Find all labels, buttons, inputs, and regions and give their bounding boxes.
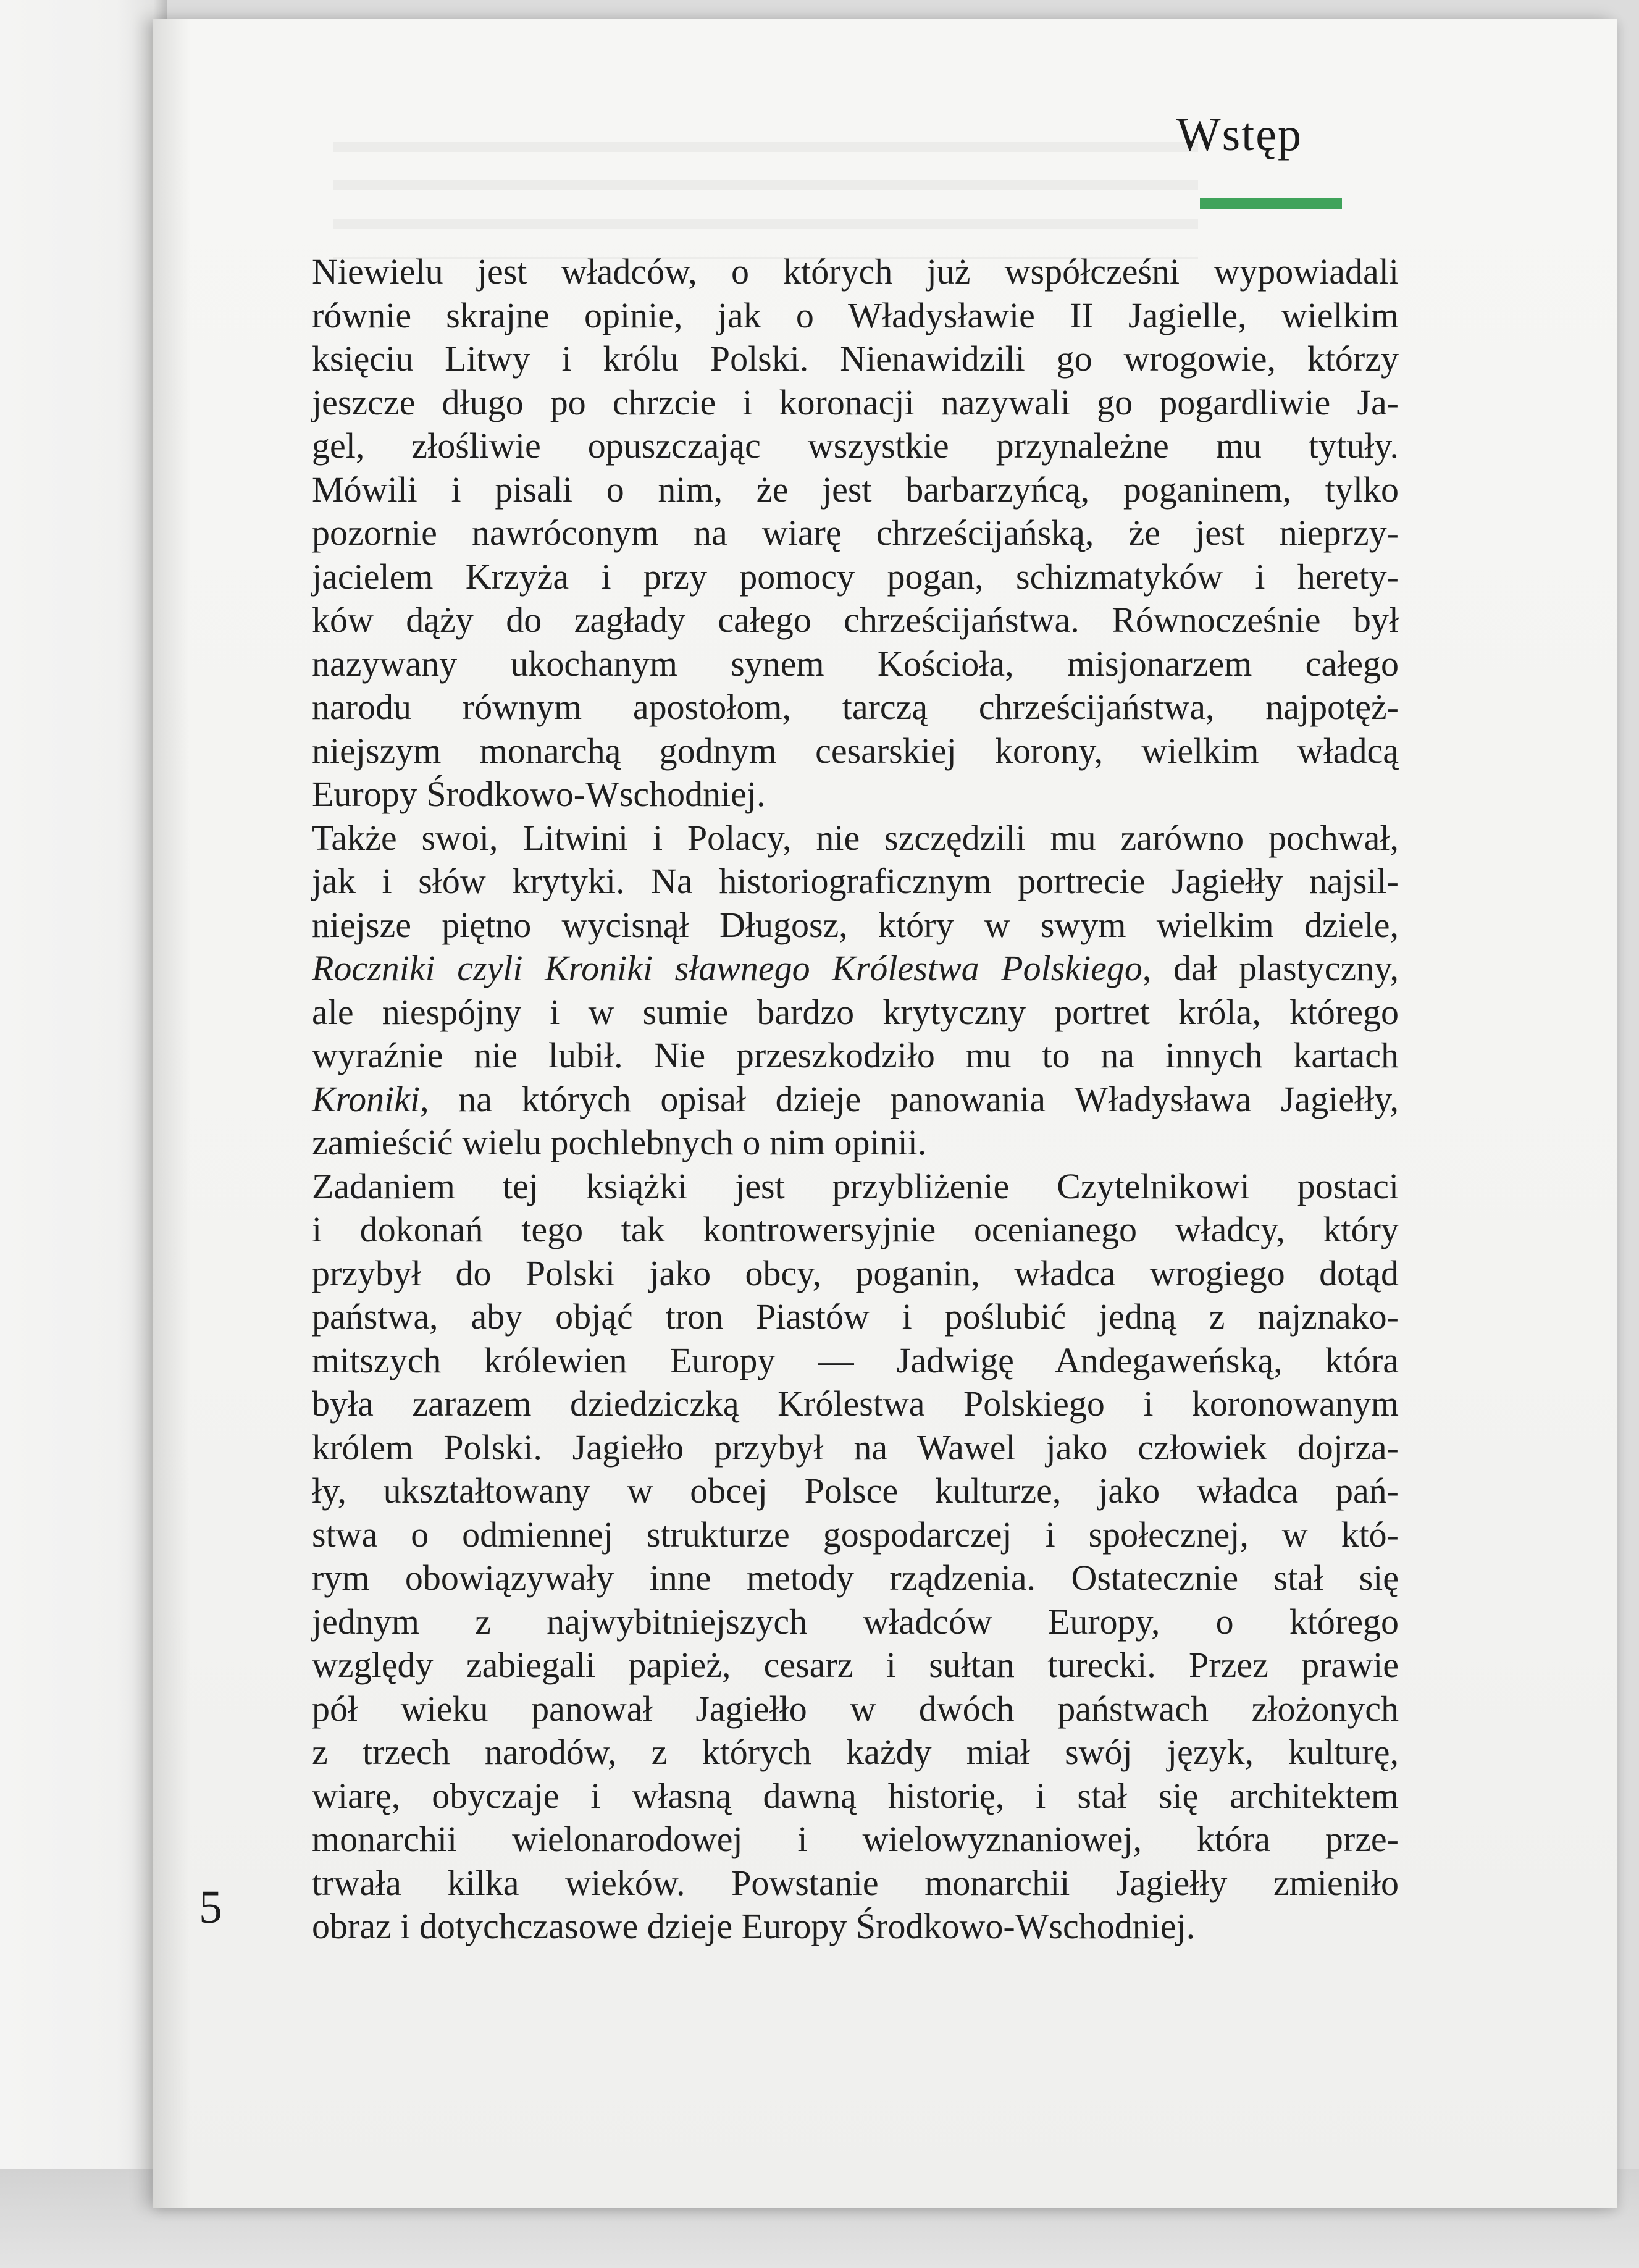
text-line: jednym z najwybitniejszych władców Europy, o którego <box>312 1601 1399 1642</box>
paragraph <box>312 817 1399 1165</box>
text-line: Europy Środkowo-Wschodniej. <box>312 774 766 814</box>
text-line: państwa, aby objąć tron Piastów i poślubić jedną z najznako- <box>312 1296 1399 1337</box>
text-line: księciu Litwy i królu Polski. Nienawidzili go wrogowie, którzy <box>312 338 1399 379</box>
page-number: 5 <box>199 1881 222 1933</box>
text-line: jacielem Krzyża i przy pomocy pogan, schizmatyków i herety- <box>312 556 1399 597</box>
text-line: monarchii wielonarodowej i wielowyznaniowej, która prze- <box>312 1819 1399 1859</box>
text-line: z trzech narodów, z których każdy miał swój język, kulturę, <box>312 1732 1399 1772</box>
text-line-rest: , dał plastyczny, <box>1142 948 1399 988</box>
text-line: ków dąży do zagłady całego chrześcijaństwa. Równocześnie był <box>312 600 1399 640</box>
italic-title: Kroniki <box>312 1078 421 1119</box>
text-line <box>312 947 1399 991</box>
text-line: trwała kilka wieków. Powstanie monarchii Jagiełły zmieniło <box>312 1862 1399 1903</box>
text-line: i dokonań tego tak kontrowersyjnie ocenianego władcy, który <box>312 1209 1399 1250</box>
text-line: nazywany ukochanym synem Kościoła, misjonarzem całego <box>312 643 1399 684</box>
heading-underline <box>1200 198 1342 209</box>
text-line: gel, złośliwie opuszczając wszystkie przynależne mu tytuły. <box>312 426 1399 466</box>
body-text <box>312 250 1399 1949</box>
text-line: pół wieku panował Jagiełło w dwóch państwach złożonych <box>312 1688 1399 1729</box>
text-line: Zadaniem tej książki jest przybliżenie Czytelnikowi postaci <box>312 1166 1399 1206</box>
text-line <box>312 1078 1399 1122</box>
text-line: ły, ukształtowany w obcej Polsce kulturze, jako władca pań- <box>312 1471 1399 1511</box>
text-line: jak i słów krytyki. Na historiograficznym portrecie Jagiełły najsil- <box>312 861 1399 901</box>
text-line: wyraźnie nie lubił. Nie przeszkodziło mu to na innych kartach <box>312 1035 1399 1075</box>
paragraph <box>312 250 1399 817</box>
text-line: przybył do Polski jako obcy, poganin, władca wrogiego dotąd <box>312 1253 1399 1293</box>
text-line: równie skrajne opinie, jak o Władysławie II Jagielle, wielkim <box>312 295 1399 335</box>
text-line: narodu równym apostołom, tarczą chrześcijaństwa, najpotęż- <box>312 687 1399 727</box>
text-line: Także swoi, Litwini i Polacy, nie szczędzili mu zarówno pochwał, <box>312 817 1399 858</box>
text-line: zamieścić wielu pochlebnych o nim opinii. <box>312 1122 927 1162</box>
text-line: mitszych królewien Europy — Jadwigę Andegaweńską, która <box>312 1340 1399 1380</box>
text-line-rest: , na których opisał dzieje panowania Władysława Jagiełły, <box>420 1078 1399 1119</box>
text-line: była zarazem dziedziczką Królestwa Polskiego i koronowanym <box>312 1384 1399 1424</box>
paragraph <box>312 1165 1399 1949</box>
page-gutter-shadow <box>153 19 190 2208</box>
text-line: Mówili i pisali o nim, że jest barbarzyńcą, poganinem, tylko <box>312 469 1399 510</box>
text-line: obraz i dotychczasowe dzieje Europy Środkowo-Wschodniej. <box>312 1906 1196 1946</box>
chapter-heading: Wstęp <box>1176 109 1302 161</box>
text-line: względy zabiegali papież, cesarz i sułtan turecki. Przez prawie <box>312 1645 1399 1685</box>
text-line: pozornie nawróconym na wiarę chrześcijańską, że jest nieprzy- <box>312 513 1399 553</box>
italic-title: Roczniki czyli Kroniki sławnego Królestwa Polskiego <box>312 948 1142 988</box>
text-line: niejszym monarchą godnym cesarskiej korony, wielkim władcą <box>312 730 1399 771</box>
text-line: niejsze piętno wycisnął Długosz, który w swym wielkim dziele, <box>312 904 1399 945</box>
text-line: jeszcze długo po chrzcie i koronacji nazywali go pogardliwie Ja- <box>312 382 1399 422</box>
text-line: stwa o odmiennej strukturze gospodarczej i społecznej, w któ- <box>312 1514 1399 1555</box>
text-line: Niewielu jest władców, o których już współcześni wypowiadali <box>312 251 1399 292</box>
text-line: ale niespójny i w sumie bardzo krytyczny portret króla, którego <box>312 991 1399 1032</box>
text-line: królem Polski. Jagiełło przybył na Wawel jako człowiek dojrza- <box>312 1427 1399 1468</box>
left-page-edge <box>0 0 167 2268</box>
text-line: wiarę, obyczaje i własną dawną historię, i stał się architektem <box>312 1775 1399 1816</box>
show-through-text <box>333 142 1198 259</box>
text-line: rym obowiązywały inne metody rządzenia. Ostatecznie stał się <box>312 1558 1399 1598</box>
